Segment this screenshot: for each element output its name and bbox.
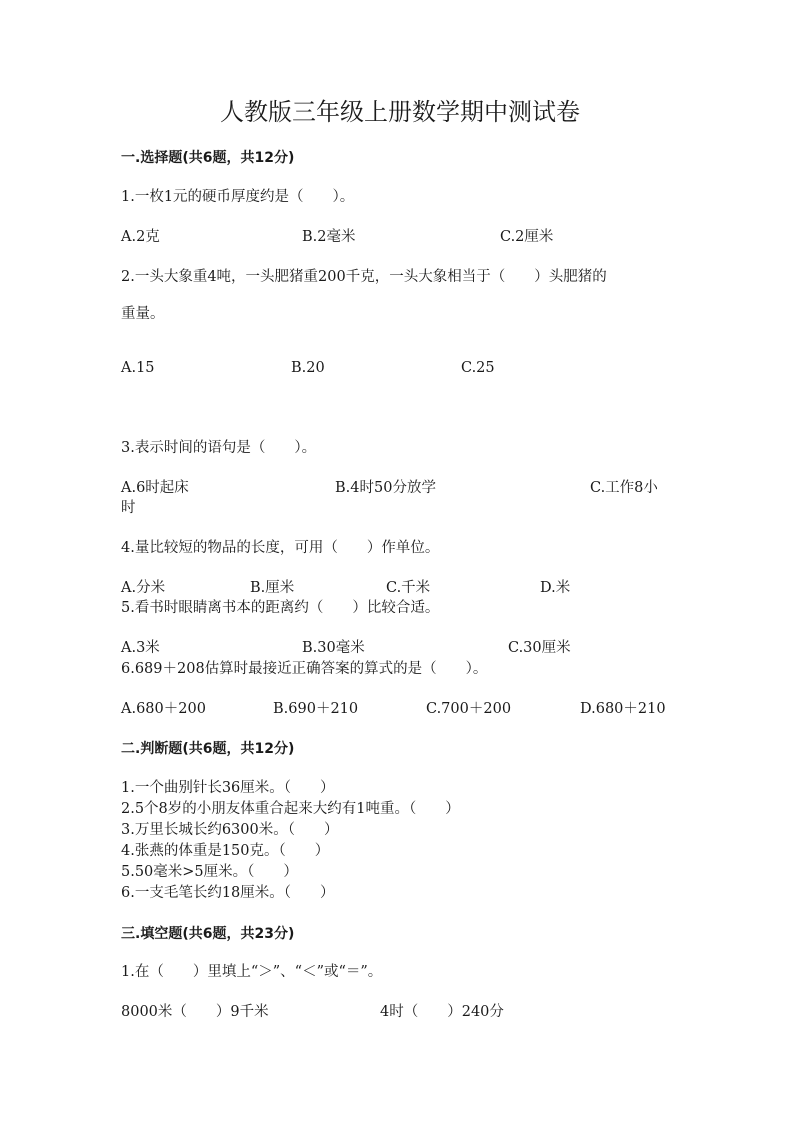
question-1-stem: 1.一枚1元的硬币厚度约是（ ）。	[121, 189, 355, 205]
question-6-stem: 6.689＋208估算时最接近正确答案的算式的是（ ）。	[121, 661, 488, 677]
question-6-option-b: B.690＋210	[273, 701, 359, 717]
question-4-option-a: A.分米	[121, 580, 166, 596]
question-3-option-b: B.4时50分放学	[335, 480, 436, 496]
fill-question-1-left: 8000米（ ）9千米	[121, 1004, 269, 1020]
question-3-stem: 3.表示时间的语句是（ ）。	[121, 440, 317, 456]
question-5-stem: 5.看书时眼睛离书本的距离约（ ）比较合适。	[121, 600, 440, 616]
section-heading-fill: 三.填空题(共6题，共23分)	[121, 926, 295, 942]
judge-item-6: 6.一支毛笔长约18厘米。（ ）	[121, 885, 335, 901]
judge-item-1: 1.一个曲别针长36厘米。（ ）	[121, 780, 335, 796]
question-5-option-b: B.30毫米	[302, 640, 365, 656]
judge-item-3: 3.万里长城长约6300米。（ ）	[121, 822, 339, 838]
question-2-stem-cont: 重量。	[121, 306, 165, 322]
question-6-option-c: C.700＋200	[426, 701, 512, 717]
question-2-option-a: A.15	[121, 360, 155, 376]
question-6-option-a: A.680＋200	[121, 701, 206, 717]
question-1-option-a: A.2克	[121, 229, 160, 245]
question-4-option-c: C.千米	[386, 580, 431, 596]
question-1-option-c: C.2厘米	[500, 229, 554, 245]
question-3-option-a: A.6时起床	[121, 480, 189, 496]
question-2-option-c: C.25	[461, 360, 495, 376]
judge-item-2: 2.5个8岁的小朋友体重合起来大约有1吨重。（ ）	[121, 801, 460, 817]
question-4-option-b: B.厘米	[250, 580, 295, 596]
section-heading-judge: 二.判断题(共6题，共12分)	[121, 741, 295, 757]
question-1-option-b: B.2毫米	[302, 229, 356, 245]
question-4-stem: 4.量比较短的物品的长度，可用（ ）作单位。	[121, 540, 440, 556]
question-2-stem: 2.一头大象重4吨，一头肥猪重200千克，一头大象相当于（ ）头肥猪的	[121, 269, 607, 285]
fill-question-1-right: 4时（ ）240分	[380, 1004, 504, 1020]
page-title: 人教版三年级上册数学期中测试卷	[220, 98, 580, 126]
question-5-option-c: C.30厘米	[508, 640, 571, 656]
fill-question-1-stem: 1.在（ ）里填上“＞”、“＜”或“＝”。	[121, 964, 383, 980]
question-3-option-c-cont: 时	[121, 500, 136, 516]
judge-item-4: 4.张燕的体重是150克。（ ）	[121, 843, 330, 859]
question-5-option-a: A.3米	[121, 640, 160, 656]
question-2-option-b: B.20	[291, 360, 325, 376]
question-4-option-d: D.米	[540, 580, 571, 596]
question-3-option-c: C.工作8小	[590, 480, 658, 496]
question-6-option-d: D.680＋210	[580, 701, 666, 717]
judge-item-5: 5.50毫米>5厘米。（ ）	[121, 864, 298, 880]
section-heading-choice: 一.选择题(共6题，共12分)	[121, 150, 295, 166]
